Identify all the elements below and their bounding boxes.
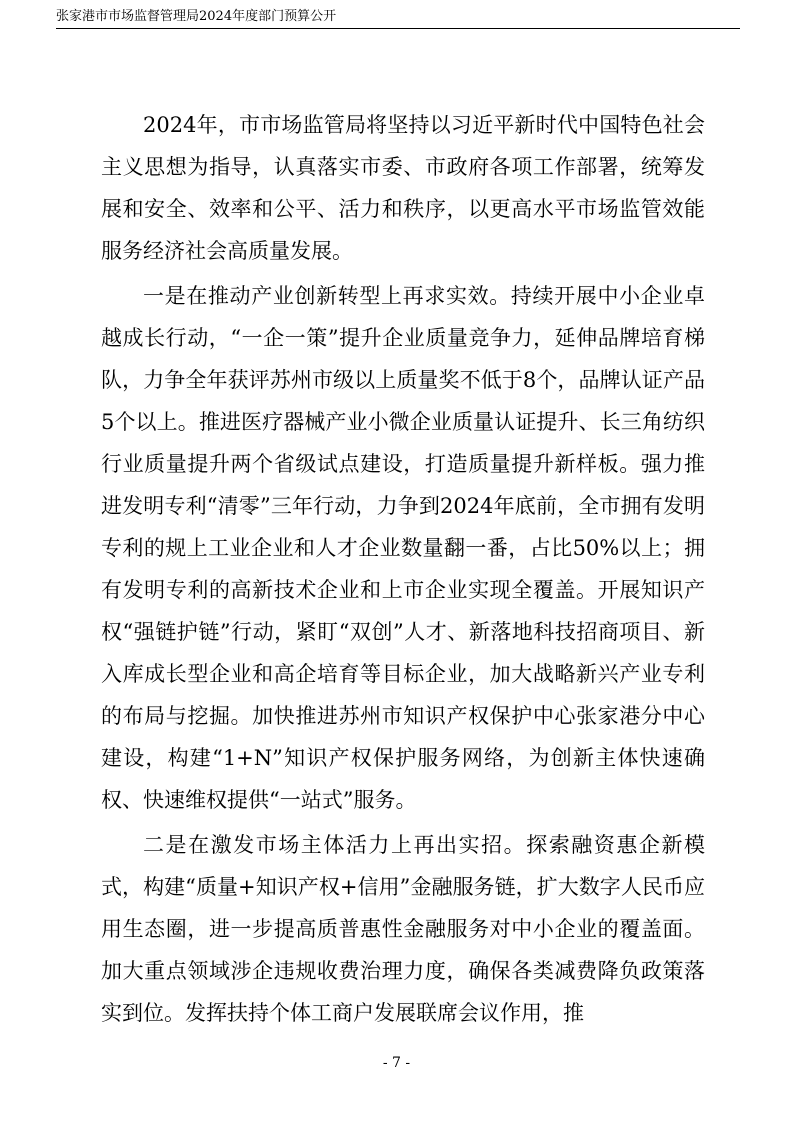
paragraph-industry-innovation: 一是在推动产业创新转型上再求实效。持续开展中小企业卓越成长行动，“一企一策”提升企业质量竞争力，延伸品牌培育梯队，力争全年获评苏州市级以上质量奖不低于8个，品牌认证产品5个以上。推进医疗器械产业小微企业质量认证提升、长三角纺织行业质量提升两个省级试点建设，打造质量提升新样板。强力推进发明专利“清零”三年行动，力争到2024年底前，全市拥有发明专利的规上工业企业和人才企业数量翻一番，占比50%以上；拥有发明专利的高新技术企业和上市企业实现全覆盖。开展知识产权“强链护链”行动，紧盯“双创”人才、新落地科技招商项目、新入库成长型企业和高企培育等目标企业，加大战略新兴产业专利的布局与挖掘。加快推进苏州市知识产权保护中心张家港分中心建设，构建“1+N”知识产权保护服务网络，为创新主体快速确权、快速维权提供“一站式”服务。 — [101, 284, 705, 812]
header-divider — [56, 28, 740, 29]
paragraph-market-vitality: 二是在激发市场主体活力上再出实招。探索融资惠企新模式，构建“质量+知识产权+信用”金融服务链，扩大数字人民币应用生态圈，进一步提高质普惠性金融服务对中小企业的覆盖面。加大重点领域涉企违规收费治理力度，确保各类减费降负政策落实到位。发挥扶持个体工商户发展联席会议作用，推 — [101, 833, 705, 1025]
paragraph-intro: 2024年，市市场监管局将坚持以习近平新时代中国特色社会主义思想为指导，认真落实市委、市政府各项工作部署，统筹发展和安全、效率和公平、活力和秩序，以更高水平市场监管效能服务经济社会高质量发展。 — [101, 113, 705, 263]
document-body — [101, 104, 705, 1037]
document-header: 张家港市市场监督管理局2024年度部门预算公开 — [56, 9, 337, 24]
page-number: - 7 - — [382, 1055, 411, 1071]
